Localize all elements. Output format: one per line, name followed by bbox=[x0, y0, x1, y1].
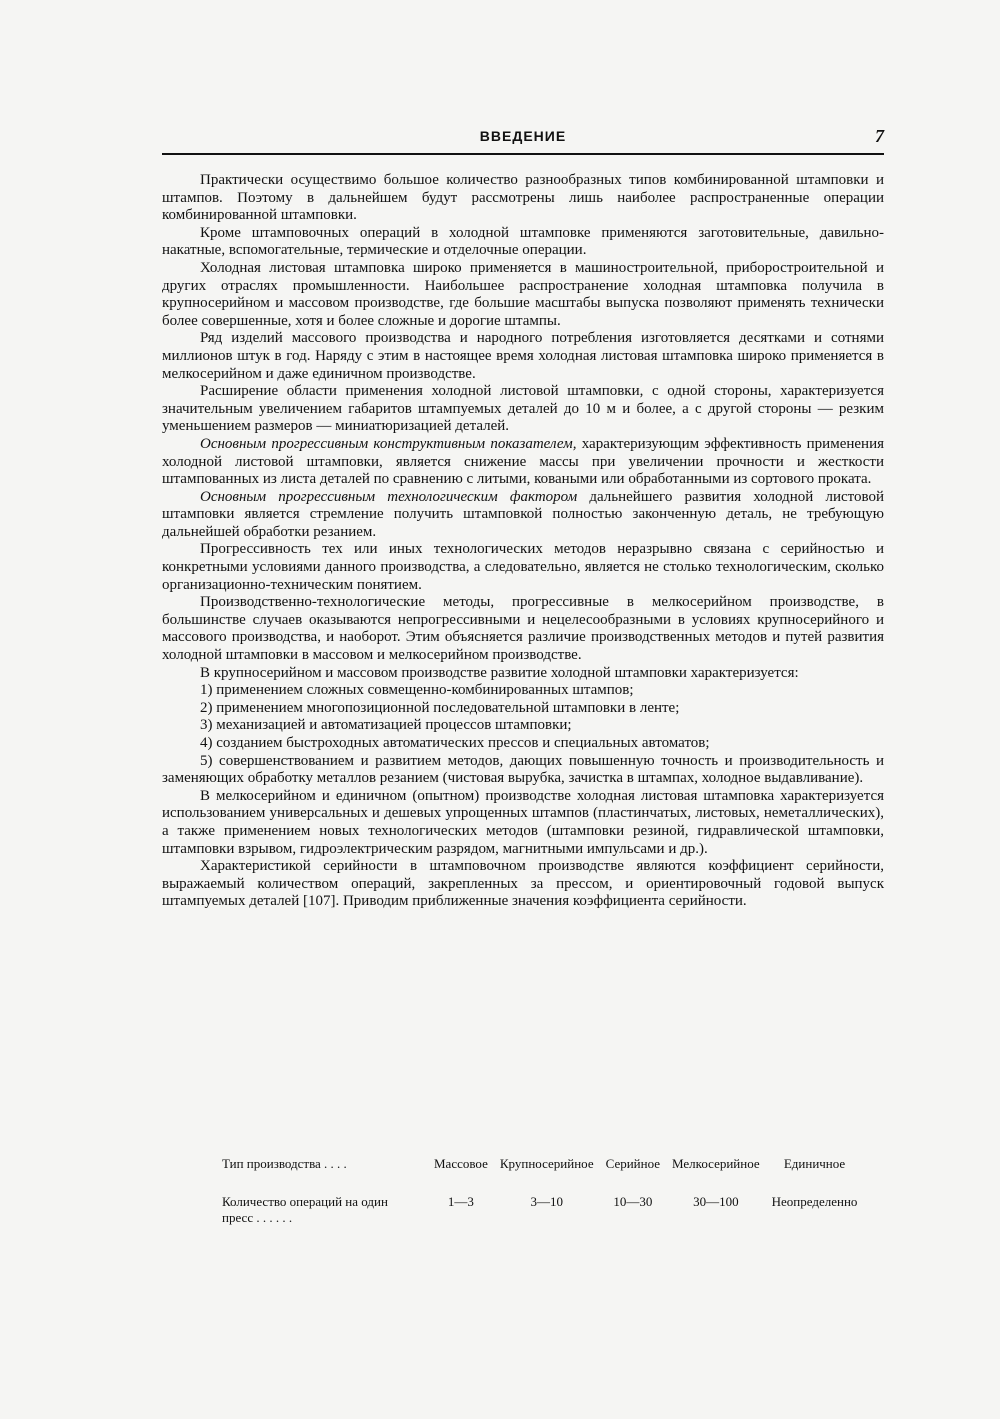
table-column-header: Серийное bbox=[605, 1156, 661, 1171]
section-title: ВВЕДЕНИЕ bbox=[479, 128, 567, 144]
paragraph-rest: дальнейшего развития холодной листовой штамповки является стремление получить штамповкой полностью законченную деталь, не требующую дальнейшей обработки резанием. bbox=[162, 488, 885, 540]
table-row bbox=[216, 1172, 863, 1226]
paragraph: Расширение области применения холодной листовой штамповки, с одной стороны, характеризуется значительным увеличением габаритов штампуемых деталей до 10 м и более, а с другой стороны — резким уменьшением размеров — миниатюризацией деталей. bbox=[162, 383, 884, 435]
table-column-header: Массовое bbox=[434, 1156, 488, 1171]
paragraph: В мелкосерийном и единичном (опытном) производстве холодная листовая штамповка характеризуется использованием универсальных и дешевых упрощенных штампов (пластинчатых, листовых, неметаллических), а также применением новых технологических методов (штамповки резиной, гидравлической штамповки, штамповки взрывом, гидроэлектрическим разрядом, магнитными импульсами и др.). bbox=[162, 787, 884, 857]
list-item: 4) созданием быстроходных автоматических прессов и специальных автоматов; bbox=[200, 735, 710, 751]
table-cell: 30—100 bbox=[693, 1194, 739, 1209]
table-cell: 3—10 bbox=[530, 1194, 563, 1209]
paragraph: Прогрессивность тех или иных технологических методов неразрывно связана с серийностью и конкретными условиями данного производства, а следовательно, является не столько технологическим, сколько организационно-техническим понятием. bbox=[162, 541, 884, 593]
numbered-list bbox=[162, 682, 884, 788]
table-cell: Неопределенно bbox=[771, 1194, 858, 1209]
paragraph-rest: характеризующим эффективность применения холодной листовой штамповки, является снижение массы при увеличении прочности и жесткости штампованных из листа деталей по сравнению с литыми, коваными или обработанными из сортового проката. bbox=[162, 435, 885, 488]
table-column-header: Крупносерийное bbox=[499, 1156, 594, 1171]
paragraph: Характеристикой серийности в штамповочном производстве являются коэффициент серийности, выражаемый количеством операций, закрепленных за прессом, и ориентировочный годовой выпуск штампуемых деталей [107]. Приводим приближенные значения коэффициента серийности. bbox=[162, 858, 884, 910]
table-cell: 1—3 bbox=[447, 1194, 474, 1209]
paragraph: Практически осуществимо большое количество разнообразных типов комбинированной штамповки и штампов. Поэтому в дальнейшем будут рассмотрены лишь наиболее распространенные операции комбинированной штамповки. bbox=[162, 172, 884, 224]
table-column-header: Мелкосерийное bbox=[672, 1156, 760, 1171]
paragraph: Кроме штамповочных операций в холодной штамповке применяются заготовительные, давильно-накатные, вспомогательные, термические и отделочные операции. bbox=[162, 224, 884, 259]
table-column-header: Единичное bbox=[783, 1156, 846, 1171]
emphasis: Основным прогрессивным технологическим фактором bbox=[200, 488, 578, 505]
list-item: 3) механизацией и автоматизацией процессов штамповки; bbox=[200, 717, 572, 734]
list-item: 1) применением сложных совмещенно-комбинированных штампов; bbox=[200, 682, 634, 699]
paragraph-technological bbox=[162, 489, 884, 542]
table-row-label: Количество операций на один пресс . . . . . . bbox=[222, 1194, 388, 1225]
paragraph: В крупносерийном и массовом производстве развитие холодной штамповки характеризуется: bbox=[200, 664, 799, 681]
running-header bbox=[162, 128, 884, 152]
page-number: 7 bbox=[875, 126, 884, 146]
emphasis: Основным прогрессивным конструктивным показателем, bbox=[200, 435, 577, 452]
body-text bbox=[162, 172, 884, 911]
table-row-label: Тип производства . . . . bbox=[222, 1156, 347, 1171]
list-item: 5) совершенствованием и развитием методов, дающих повышенную точность и производительность и заменяющих обработку металлов резанием (чистовая вырубка, зачистка в штампах, холодное выдавливание). bbox=[162, 752, 884, 787]
paragraph: Ряд изделий массового производства и народного потребления изготовляется десятками и сотнями миллионов штук в год. Наряду с этим в настоящее время холодная листовая штамповка широко применяется в мелкосерийном и даже единичном производстве. bbox=[162, 330, 884, 382]
table-header-row bbox=[216, 1156, 863, 1172]
list-item: 2) применением многопозиционной последовательной штамповки в ленте; bbox=[200, 699, 680, 716]
paragraph: Холодная листовая штамповка широко применяется в машиностроительной, приборостроительной и других отраслях промышленности. Наибольшее распространение холодная штамповка получила в крупносерийном и массовом производстве, где большие масштабы выпуска позволяют применять технически более совершенные, хотя и более сложные и дорогие штампы. bbox=[162, 259, 884, 329]
header-rule bbox=[162, 153, 884, 155]
seriality-table bbox=[216, 1156, 863, 1226]
paragraph: Производственно-технологические методы, прогрессивные в мелкосерийном производстве, в большинстве случаев оказываются непрогрессивными и нецелесообразными в условиях крупносерийного и массового производства, и наоборот. Этим объясняется различие производственных методов и путей развития холодной штамповки в массовом и мелкосерийном производстве. bbox=[162, 594, 884, 664]
paragraph-constructive bbox=[162, 436, 884, 489]
table-cell: 10—30 bbox=[613, 1194, 653, 1209]
